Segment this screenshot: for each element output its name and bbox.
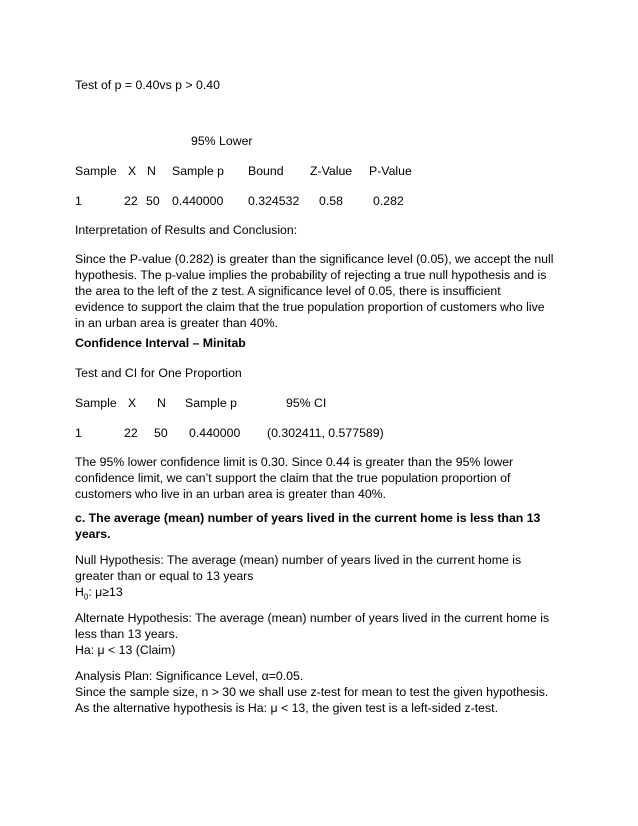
ci-conclusion-paragraph — [75, 454, 575, 502]
ci-conclusion-line: confidence limit, we can’t support the claim that the true population proportion of — [75, 471, 511, 485]
table1-header-bound: Bound — [248, 164, 284, 178]
ci-heading: Confidence Interval – Minitab — [75, 336, 246, 350]
table1-header-x: X — [128, 164, 137, 178]
table1-cell-bound: 0.324532 — [248, 194, 300, 208]
table2-cell-sample-p: 0.440000 — [189, 426, 241, 440]
ci-subheading: Test and CI for One Proportion — [75, 366, 242, 380]
analysis-plan-line: Since the sample size, n > 30 we shall use z-test for mean to test the given hypothesis. — [75, 685, 549, 699]
table1-cell-z-value: 0.58 — [319, 194, 343, 208]
table2-cell-x: 22 — [124, 426, 138, 440]
null-symbol-subscript: 0 — [83, 592, 89, 602]
null-hypothesis-symbol — [75, 584, 575, 600]
alternate-hypothesis-line: Ha: μ < 13 (Claim) — [75, 643, 176, 657]
analysis-plan-line: Analysis Plan: Significance Level, α=0.05. — [75, 669, 304, 683]
table2-cell-n: 50 — [154, 426, 168, 440]
table1-cell-n: 50 — [146, 194, 160, 208]
ci-conclusion-line: The 95% lower confidence limit is 0.30. Since 0.44 is greater than the 95% lower — [75, 455, 514, 469]
table1-header-z-value: Z-Value — [310, 164, 353, 178]
interpretation-line: the area to the left of the z test. A significance level of 0.05, there is insufficient — [75, 284, 501, 298]
table2-cell-sample: 1 — [75, 426, 82, 440]
table2-header-sample-p: Sample p — [185, 396, 237, 410]
null-symbol-rest: : μ≥13 — [88, 585, 123, 599]
null-hypothesis-paragraph — [75, 552, 575, 600]
null-hypothesis-line: greater than or equal to 13 years — [75, 569, 254, 583]
alternate-hypothesis-line: less than 13 years. — [75, 627, 179, 641]
interpretation-paragraph — [75, 251, 575, 331]
table2-header-x: X — [128, 396, 137, 410]
ci-conclusion-line: customers who live in an urban area is greater than 40%. — [75, 487, 387, 501]
table1-header-p-value: P-Value — [369, 164, 412, 178]
table1-header-sample-p: Sample p — [172, 164, 224, 178]
analysis-plan-paragraph — [75, 668, 575, 716]
table2-header-ci: 95% CI — [286, 396, 327, 410]
table1-preheader: 95% Lower — [191, 134, 253, 148]
interpretation-heading: Interpretation of Results and Conclusion: — [75, 223, 298, 237]
table1-cell-sample-p: 0.440000 — [172, 194, 224, 208]
analysis-plan-line: As the alternative hypothesis is Ha: μ < 13, the given test is a left-sided z-test. — [75, 701, 498, 715]
table1-header-n: N — [147, 164, 156, 178]
null-symbol-h: H — [75, 585, 84, 599]
table1-cell-sample: 1 — [75, 194, 82, 208]
table2-cell-ci: (0.302411, 0.577589) — [267, 426, 384, 440]
table1-cell-p-value: 0.282 — [373, 194, 404, 208]
test-statement: Test of p = 0.40vs p > 0.40 — [75, 78, 220, 92]
interpretation-line: evidence to support the claim that the true population proportion of customers who live — [75, 300, 545, 314]
interpretation-line: hypothesis. The p-value implies the probability of rejecting a true null hypothesis and is — [75, 268, 547, 282]
part-c-line: years. — [75, 527, 111, 541]
table1-header-sample: Sample — [75, 164, 117, 178]
part-c-line: c. The average (mean) number of years lived in the current home is less than 13 — [75, 511, 541, 525]
null-hypothesis-line: Null Hypothesis: The average (mean) number of years lived in the current home is — [75, 553, 522, 567]
table2-header-n: N — [157, 396, 166, 410]
interpretation-line: in an urban area is greater than 40%. — [75, 316, 279, 330]
part-c-heading — [75, 510, 575, 542]
alternate-hypothesis-paragraph — [75, 610, 575, 658]
table2-header-sample: Sample — [75, 396, 117, 410]
alternate-hypothesis-line: Alternate Hypothesis: The average (mean) number of years lived in the current home is — [75, 611, 550, 625]
table1-cell-x: 22 — [124, 194, 138, 208]
interpretation-line: Since the P-value (0.282) is greater than the significance level (0.05), we accept the null — [75, 252, 554, 266]
